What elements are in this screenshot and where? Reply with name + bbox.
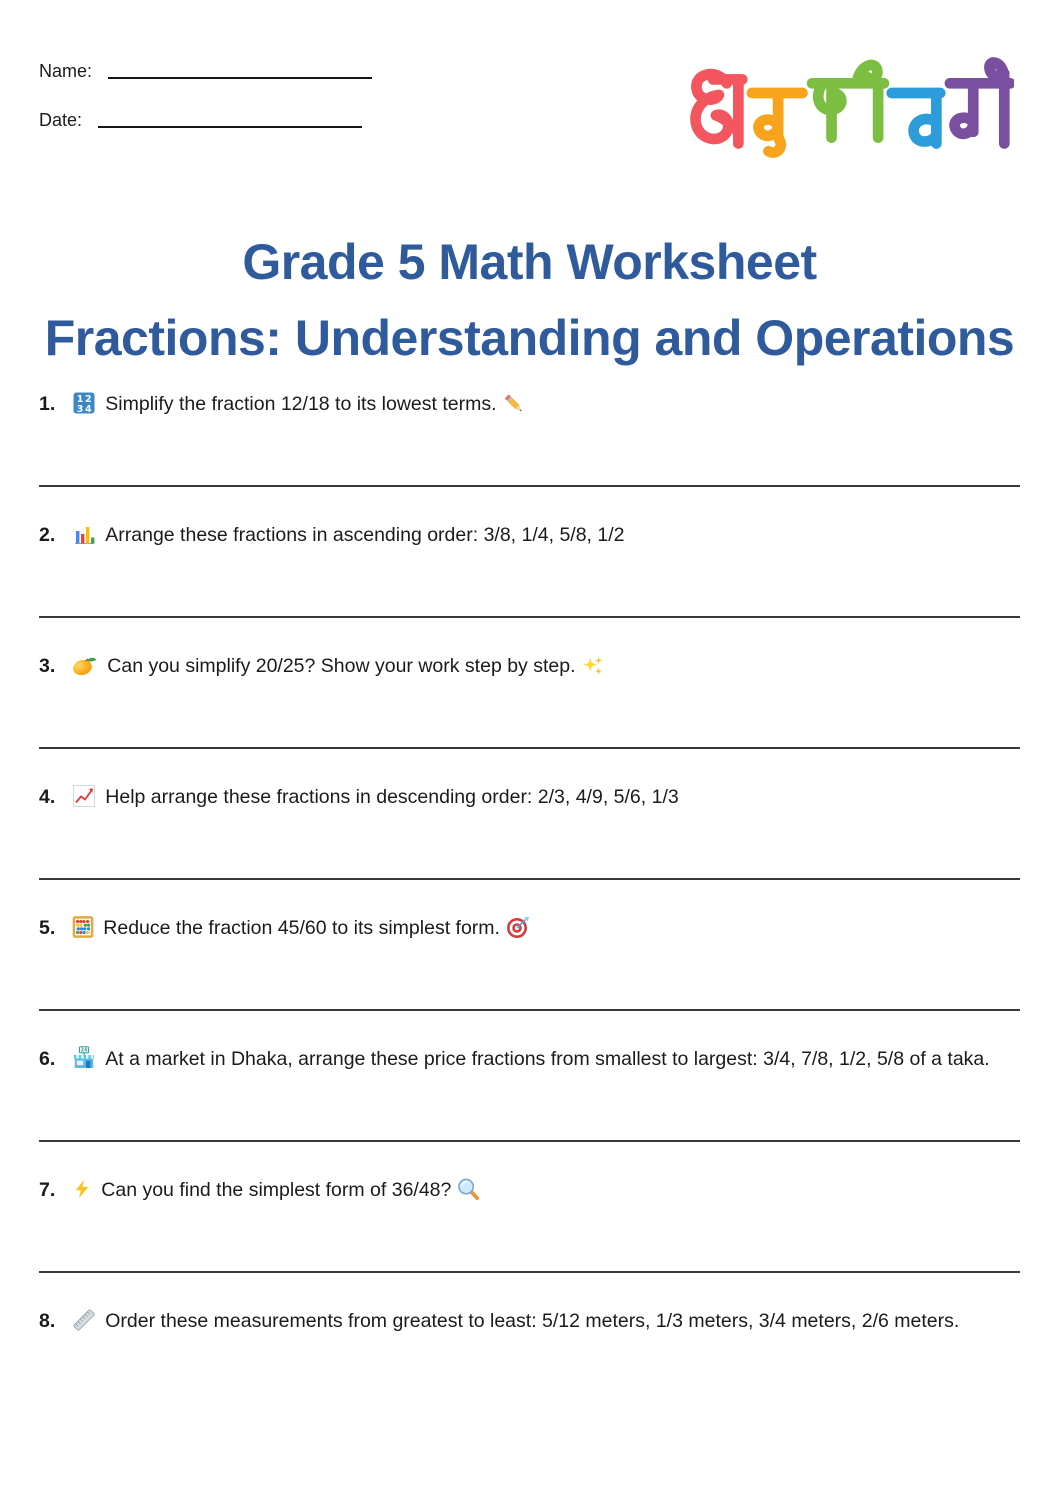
date-field [39, 111, 372, 131]
answer-line-7 [39, 1271, 1020, 1273]
question-text: Can you find the simplest form of 36/48? [101, 1179, 452, 1201]
logo-letter-5 [950, 63, 1010, 144]
magnifying-glass-icon [457, 1177, 480, 1201]
bar-chart-icon [72, 522, 96, 546]
logo [684, 54, 1014, 171]
question-5 [39, 909, 1020, 947]
question-block-5 [39, 909, 1020, 1011]
svg-text:3: 3 [76, 403, 84, 415]
question-number: 5. [39, 917, 56, 939]
pencil-icon [503, 393, 525, 415]
date-label: Date: [39, 109, 83, 130]
worksheet-subtitle: Fractions: Understanding and Operations [44, 310, 1015, 366]
question-4 [39, 778, 1020, 816]
question-7 [39, 1171, 1020, 1209]
mango-icon [72, 653, 98, 677]
date-blank-line [98, 126, 362, 128]
question-text: Simplify the fraction 12/18 to its lowest terms. [105, 393, 497, 415]
logo-letter-2 [752, 93, 802, 153]
answer-line-5 [39, 1009, 1020, 1011]
name-label: Name: [39, 61, 93, 81]
logo-letter-3 [812, 65, 884, 138]
svg-text:1: 1 [76, 394, 84, 406]
question-number: 8. [39, 1310, 56, 1332]
worksheet-title: Grade 5 Math Worksheet [242, 234, 817, 290]
question-text: Can you simplify 20/25? Show your work step by step. [107, 655, 576, 677]
question-number: 2. [39, 524, 56, 546]
question-block-6 [39, 1040, 1020, 1142]
abacus-icon [72, 915, 94, 939]
question-number: 3. [39, 655, 56, 677]
question-number: 1. [39, 393, 56, 415]
name-date-fields [39, 54, 372, 160]
convenience-store-icon [72, 1046, 96, 1070]
question-block-2 [39, 516, 1020, 618]
lightning-icon [72, 1177, 92, 1201]
question-3 [39, 647, 1020, 685]
question-block-4 [39, 778, 1020, 880]
question-block-7 [39, 1171, 1020, 1273]
answer-line-2 [39, 616, 1020, 618]
svg-text:24: 24 [80, 1048, 88, 1054]
question-block-1 [39, 385, 1020, 487]
question-block-8 [39, 1302, 1020, 1340]
question-2 [39, 516, 1020, 554]
question-text: Order these measurements from greatest to least: 5/12 meters, 1/3 meters, 3/4 meters, 2/6 meters. [105, 1310, 960, 1332]
question-list [39, 385, 1020, 1340]
question-1 [39, 385, 1020, 423]
answer-line-3 [39, 747, 1020, 749]
question-block-3 [39, 647, 1020, 749]
name-field [39, 62, 372, 82]
question-number: 4. [39, 786, 56, 808]
ruler-icon [72, 1308, 96, 1332]
svg-text:4: 4 [85, 403, 92, 415]
question-6 [39, 1040, 1020, 1078]
question-number: 7. [39, 1179, 56, 1201]
header [39, 0, 1020, 171]
answer-line-4 [39, 878, 1020, 880]
answer-line-6 [39, 1140, 1020, 1142]
question-8 [39, 1302, 1020, 1340]
question-text: Help arrange these fractions in descending order: 2/3, 4/9, 5/6, 1/3 [105, 786, 679, 808]
target-icon [506, 915, 530, 939]
question-text: Reduce the fraction 45/60 to its simplest form. [103, 917, 500, 939]
question-number: 6. [39, 1048, 56, 1070]
chart-increasing-icon [72, 784, 96, 808]
logo-letter-1 [696, 74, 743, 143]
name-blank-line [108, 77, 372, 79]
input-numbers-icon [72, 391, 96, 415]
question-text: Arrange these fractions in ascending order: 3/8, 1/4, 5/8, 1/2 [105, 524, 625, 546]
logo-letter-4 [892, 93, 941, 143]
svg-text:2: 2 [85, 394, 92, 406]
question-text: At a market in Dhaka, arrange these price fractions from smallest to largest: 3/4, 7/8, 1/2, 5/8 of a taka. [105, 1048, 990, 1070]
logo-image [684, 54, 1014, 166]
sparkles-icon [582, 655, 604, 677]
answer-line-1 [39, 485, 1020, 487]
